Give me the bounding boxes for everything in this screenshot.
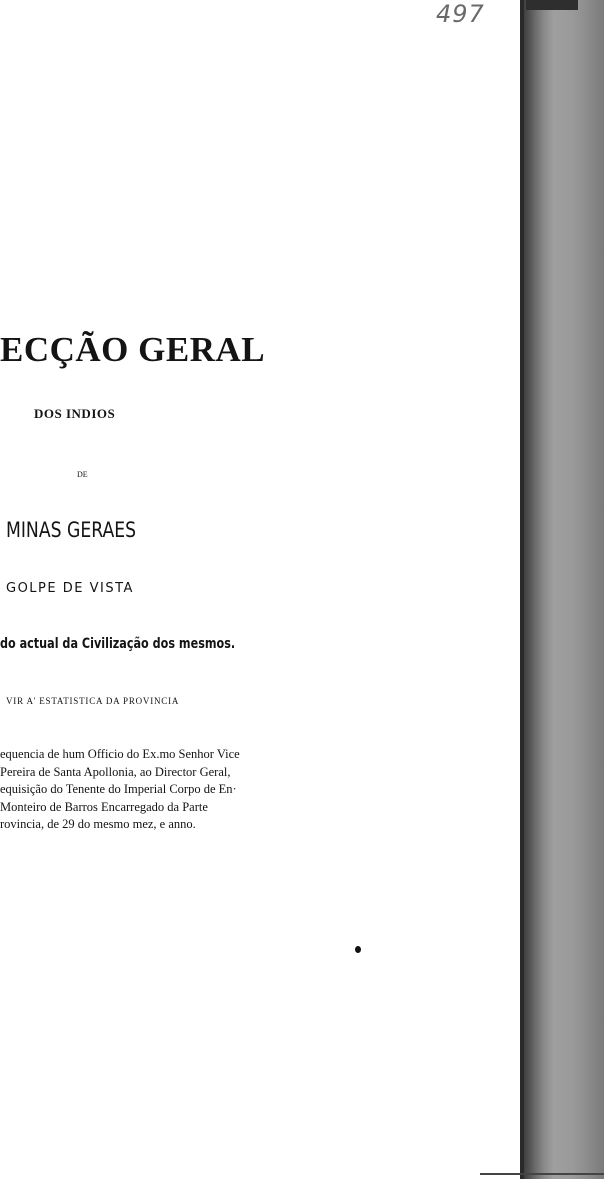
- estado-civilizacao-line: do actual da Civilização dos mesmos.: [0, 636, 236, 652]
- golpe-de-vista-heading: GOLPE DE VISTA: [6, 581, 134, 596]
- document-title: ECÇÃO GERAL: [0, 330, 266, 369]
- servir-estatistica-line: VIR A' ESTATISTICA DA PROVINCIA: [6, 696, 180, 706]
- province-name: MINAS GERAES: [6, 518, 137, 542]
- body-line: rovincia, de 29 do mesmo mez, e anno.: [0, 817, 196, 831]
- page-gutter-edge: [520, 0, 524, 1179]
- bottom-edge-rule: [480, 1173, 604, 1175]
- body-line: equencia de hum Officio do Ex.mo Senhor Vice: [0, 747, 240, 761]
- body-line: Monteiro de Barros Encarregado da Parte: [0, 799, 208, 814]
- ink-dot-mark: [355, 946, 361, 953]
- body-line: Pereira de Santa Apollonia, ao Director Geral,: [0, 764, 231, 779]
- handwritten-page-number: 497: [436, 0, 485, 28]
- body-paragraph: [0, 746, 340, 834]
- spine-top-notch: [526, 0, 578, 10]
- title-connector: DE: [77, 470, 88, 479]
- book-spine-shadow: [522, 0, 604, 1179]
- document-subtitle: DOS INDIOS: [34, 406, 116, 421]
- body-line: equisição do Tenente do Imperial Corpo de En·: [0, 782, 237, 796]
